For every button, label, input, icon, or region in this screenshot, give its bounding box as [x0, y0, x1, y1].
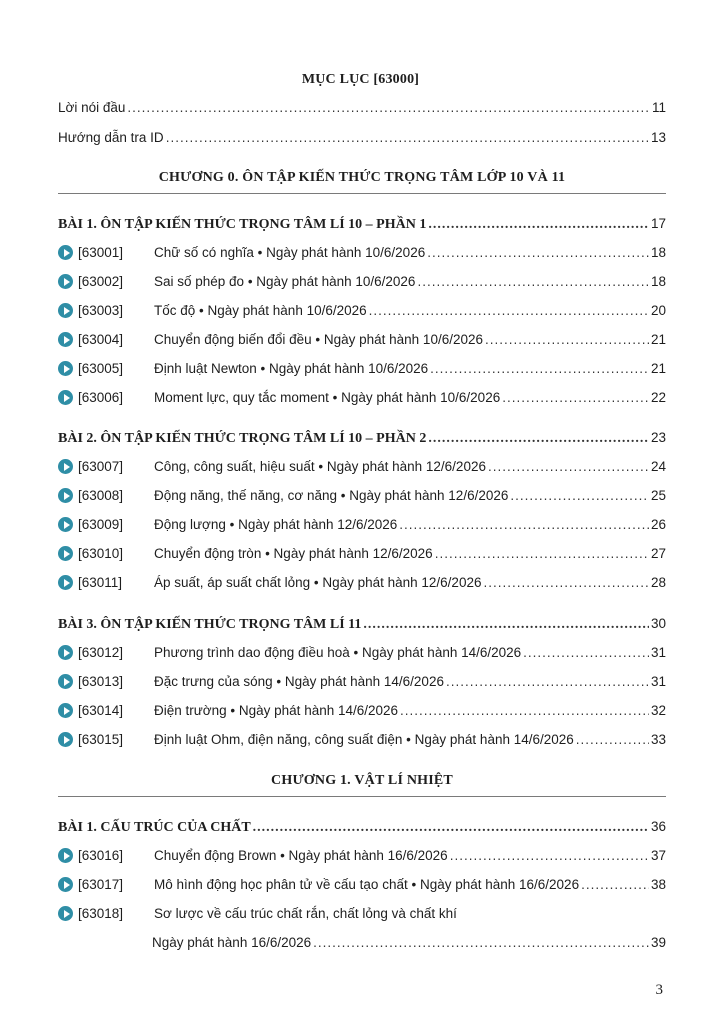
toc-entry[interactable]: [58, 517, 666, 532]
toc-entry[interactable]: [58, 546, 666, 561]
entry-title: Động năng, thế năng, cơ năng • Ngày phát hành 12/6/2026: [154, 488, 509, 503]
toc-entry[interactable]: [58, 575, 666, 590]
toc-intro-item[interactable]: [58, 100, 666, 115]
dot-leader: [581, 877, 649, 892]
toc-page-number: 30: [650, 616, 666, 631]
toc-page-number: 32: [650, 703, 666, 718]
dot-leader: [446, 674, 649, 689]
entry-title: Định luật Ohm, điện năng, công suất điện • Ngày phát hành 14/6/2026: [154, 732, 574, 747]
toc-page-number: 27: [650, 546, 666, 561]
entry-title: Moment lực, quy tắc moment • Ngày phát hành 10/6/2026: [154, 390, 501, 405]
play-icon[interactable]: [58, 645, 73, 660]
toc-entry[interactable]: [58, 645, 666, 660]
toc-page-number: 18: [650, 245, 666, 260]
toc-page-number: 23: [650, 430, 666, 445]
toc-page-number: 21: [650, 361, 666, 376]
entry-title: Đặc trưng của sóng • Ngày phát hành 14/6/2026: [154, 674, 444, 689]
toc-page-number: 39: [650, 935, 666, 950]
dot-leader: [369, 303, 649, 318]
play-icon[interactable]: [58, 732, 73, 747]
chapter-heading: CHƯƠNG 0. ÔN TẬP KIẾN THỨC TRỌNG TÂM LỚP 10 VÀ 11: [158, 170, 566, 185]
toc-page-number: 31: [650, 674, 666, 689]
dot-leader: [435, 546, 649, 561]
toc-entry[interactable]: [58, 488, 666, 503]
toc-page-number: 37: [650, 848, 666, 863]
dot-leader: [166, 130, 649, 145]
toc-entry[interactable]: [58, 274, 666, 289]
toc-page-number: 33: [650, 732, 666, 747]
entry-id: [63004]: [78, 332, 124, 347]
entry-id: [63005]: [78, 361, 124, 376]
play-icon[interactable]: [58, 274, 73, 289]
toc-entry-continuation[interactable]: [152, 935, 666, 950]
chapter-divider: [58, 193, 666, 194]
toc-section[interactable]: [58, 819, 666, 836]
play-icon[interactable]: [58, 517, 73, 532]
toc-section[interactable]: [58, 216, 666, 233]
dot-leader: [400, 703, 649, 718]
toc-section-label: BÀI 2. ÔN TẬP KIẾN THỨC TRỌNG TÂM LÍ 10 – PHẦN 2: [58, 431, 427, 446]
entry-title: Sơ lược về cấu trúc chất rắn, chất lỏng và chất khí: [154, 906, 457, 921]
play-icon[interactable]: [58, 488, 73, 503]
toc-entry[interactable]: [58, 674, 666, 689]
dot-leader: [427, 245, 649, 260]
toc-intro-item[interactable]: [58, 130, 666, 145]
entry-id: [63008]: [78, 488, 124, 503]
toc-entry[interactable]: [58, 332, 666, 347]
toc-page-number: 13: [650, 130, 666, 145]
play-icon[interactable]: [58, 575, 73, 590]
toc-item-label: Hướng dẫn tra ID: [58, 130, 164, 145]
play-icon[interactable]: [58, 848, 73, 863]
entry-title: Phương trình dao động điều hoà • Ngày phát hành 14/6/2026: [154, 645, 522, 660]
chapter-divider: [58, 796, 666, 797]
toc-page-number: 11: [651, 100, 666, 115]
toc-page-number: 28: [650, 575, 666, 590]
entry-id: [63018]: [78, 906, 124, 921]
dot-leader: [523, 645, 649, 660]
play-icon[interactable]: [58, 906, 73, 921]
toc-entry[interactable]: [58, 848, 666, 863]
toc-page-number: 25: [650, 488, 666, 503]
toc-entry[interactable]: [58, 245, 666, 260]
entry-id: [63012]: [78, 645, 124, 660]
dot-leader: [253, 820, 649, 836]
toc-entry[interactable]: [58, 877, 666, 892]
toc-page-number: 22: [650, 390, 666, 405]
toc-item-label: Lời nói đầu: [58, 100, 126, 115]
entry-title: Công, công suất, hiệu suất • Ngày phát hành 12/6/2026: [154, 459, 486, 474]
entry-title: Động lượng • Ngày phát hành 12/6/2026: [154, 517, 398, 532]
entry-title: Chuyển động tròn • Ngày phát hành 12/6/2026: [154, 546, 433, 561]
entry-id: [63009]: [78, 517, 124, 532]
chapter-heading: CHƯƠNG 1. VẬT LÍ NHIỆT: [271, 773, 453, 788]
play-icon[interactable]: [58, 361, 73, 376]
toc-page-number: 20: [650, 303, 666, 318]
toc-page-number: 21: [650, 332, 666, 347]
entry-title: Sai số phép đo • Ngày phát hành 10/6/2026: [154, 274, 416, 289]
entry-title: Áp suất, áp suất chất lỏng • Ngày phát hành 12/6/2026: [154, 575, 482, 590]
toc-entry[interactable]: [58, 459, 666, 474]
dot-leader: [428, 217, 649, 233]
toc-entry[interactable]: [58, 303, 666, 318]
entry-id: [63011]: [78, 575, 123, 590]
toc-section[interactable]: [58, 430, 666, 447]
page-number: 3: [655, 982, 663, 998]
dot-leader: [485, 332, 649, 347]
toc-entry[interactable]: [58, 390, 666, 405]
play-icon[interactable]: [58, 459, 73, 474]
entry-id: [63015]: [78, 732, 124, 747]
toc-page-number: 31: [650, 645, 666, 660]
entry-id: [63016]: [78, 848, 124, 863]
toc-page-number: 38: [650, 877, 666, 892]
entry-id: [63014]: [78, 703, 124, 718]
dot-leader: [502, 390, 649, 405]
play-icon[interactable]: [58, 877, 73, 892]
entry-id: [63010]: [78, 546, 124, 561]
entry-title: Chuyển động biến đổi đều • Ngày phát hành 10/6/2026: [154, 332, 483, 347]
toc-page-number: 24: [650, 459, 666, 474]
dot-leader: [127, 100, 650, 115]
play-icon[interactable]: [58, 674, 73, 689]
dot-leader: [483, 575, 649, 590]
toc-page-number: 18: [650, 274, 666, 289]
toc-page-number: 36: [650, 819, 666, 834]
entry-id: [63017]: [78, 877, 124, 892]
entry-title: Tốc độ • Ngày phát hành 10/6/2026: [154, 303, 367, 318]
toc-page-number: 26: [650, 517, 666, 532]
toc-page-number: 17: [650, 216, 666, 231]
entry-id: [63001]: [78, 245, 124, 260]
toc-entry[interactable]: [58, 732, 666, 747]
entry-id: [63003]: [78, 303, 124, 318]
dot-leader: [510, 488, 649, 503]
entry-title: Chữ số có nghĩa • Ngày phát hành 10/6/2026: [154, 245, 426, 260]
toc-entry[interactable]: [58, 361, 666, 376]
toc-section-label: BÀI 1. ÔN TẬP KIẾN THỨC TRỌNG TÂM LÍ 10 – PHẦN 1: [58, 217, 427, 232]
play-icon[interactable]: [58, 303, 73, 318]
dot-leader: [450, 848, 649, 863]
dot-leader: [417, 274, 649, 289]
dot-leader: [363, 617, 649, 633]
entry-title: Định luật Newton • Ngày phát hành 10/6/2026: [154, 361, 429, 376]
play-icon[interactable]: [58, 332, 73, 347]
entry-id: [63007]: [78, 459, 124, 474]
dot-leader: [430, 361, 649, 376]
dot-leader: [313, 935, 649, 950]
dot-leader: [428, 431, 649, 447]
play-icon[interactable]: [58, 390, 73, 405]
dot-leader: [399, 517, 649, 532]
entry-title: Mô hình động học phân tử về cấu tạo chất • Ngày phát hành 16/6/2026: [154, 877, 580, 892]
dot-leader: [576, 732, 649, 747]
toc-entry[interactable]: [58, 703, 666, 718]
entry-id: [63006]: [78, 390, 124, 405]
toc-section-label: BÀI 3. ÔN TẬP KIẾN THỨC TRỌNG TÂM LÍ 11: [58, 617, 362, 632]
play-icon[interactable]: [58, 245, 73, 260]
play-icon[interactable]: [58, 546, 73, 561]
entry-id: [63013]: [78, 674, 124, 689]
play-icon[interactable]: [58, 703, 73, 718]
dot-leader: [488, 459, 649, 474]
entry-release-date: Ngày phát hành 16/6/2026: [152, 935, 312, 950]
toc-section[interactable]: [58, 616, 666, 633]
toc-section-label: BÀI 1. CẤU TRÚC CỦA CHẤT: [58, 820, 251, 835]
entry-title: Điện trường • Ngày phát hành 14/6/2026: [154, 703, 399, 718]
toc-title: MỤC LỤC [63000]: [301, 72, 420, 87]
entry-id: [63002]: [78, 274, 124, 289]
entry-title: Chuyển động Brown • Ngày phát hành 16/6/2026: [154, 848, 448, 863]
toc-entry[interactable]: [58, 906, 666, 921]
